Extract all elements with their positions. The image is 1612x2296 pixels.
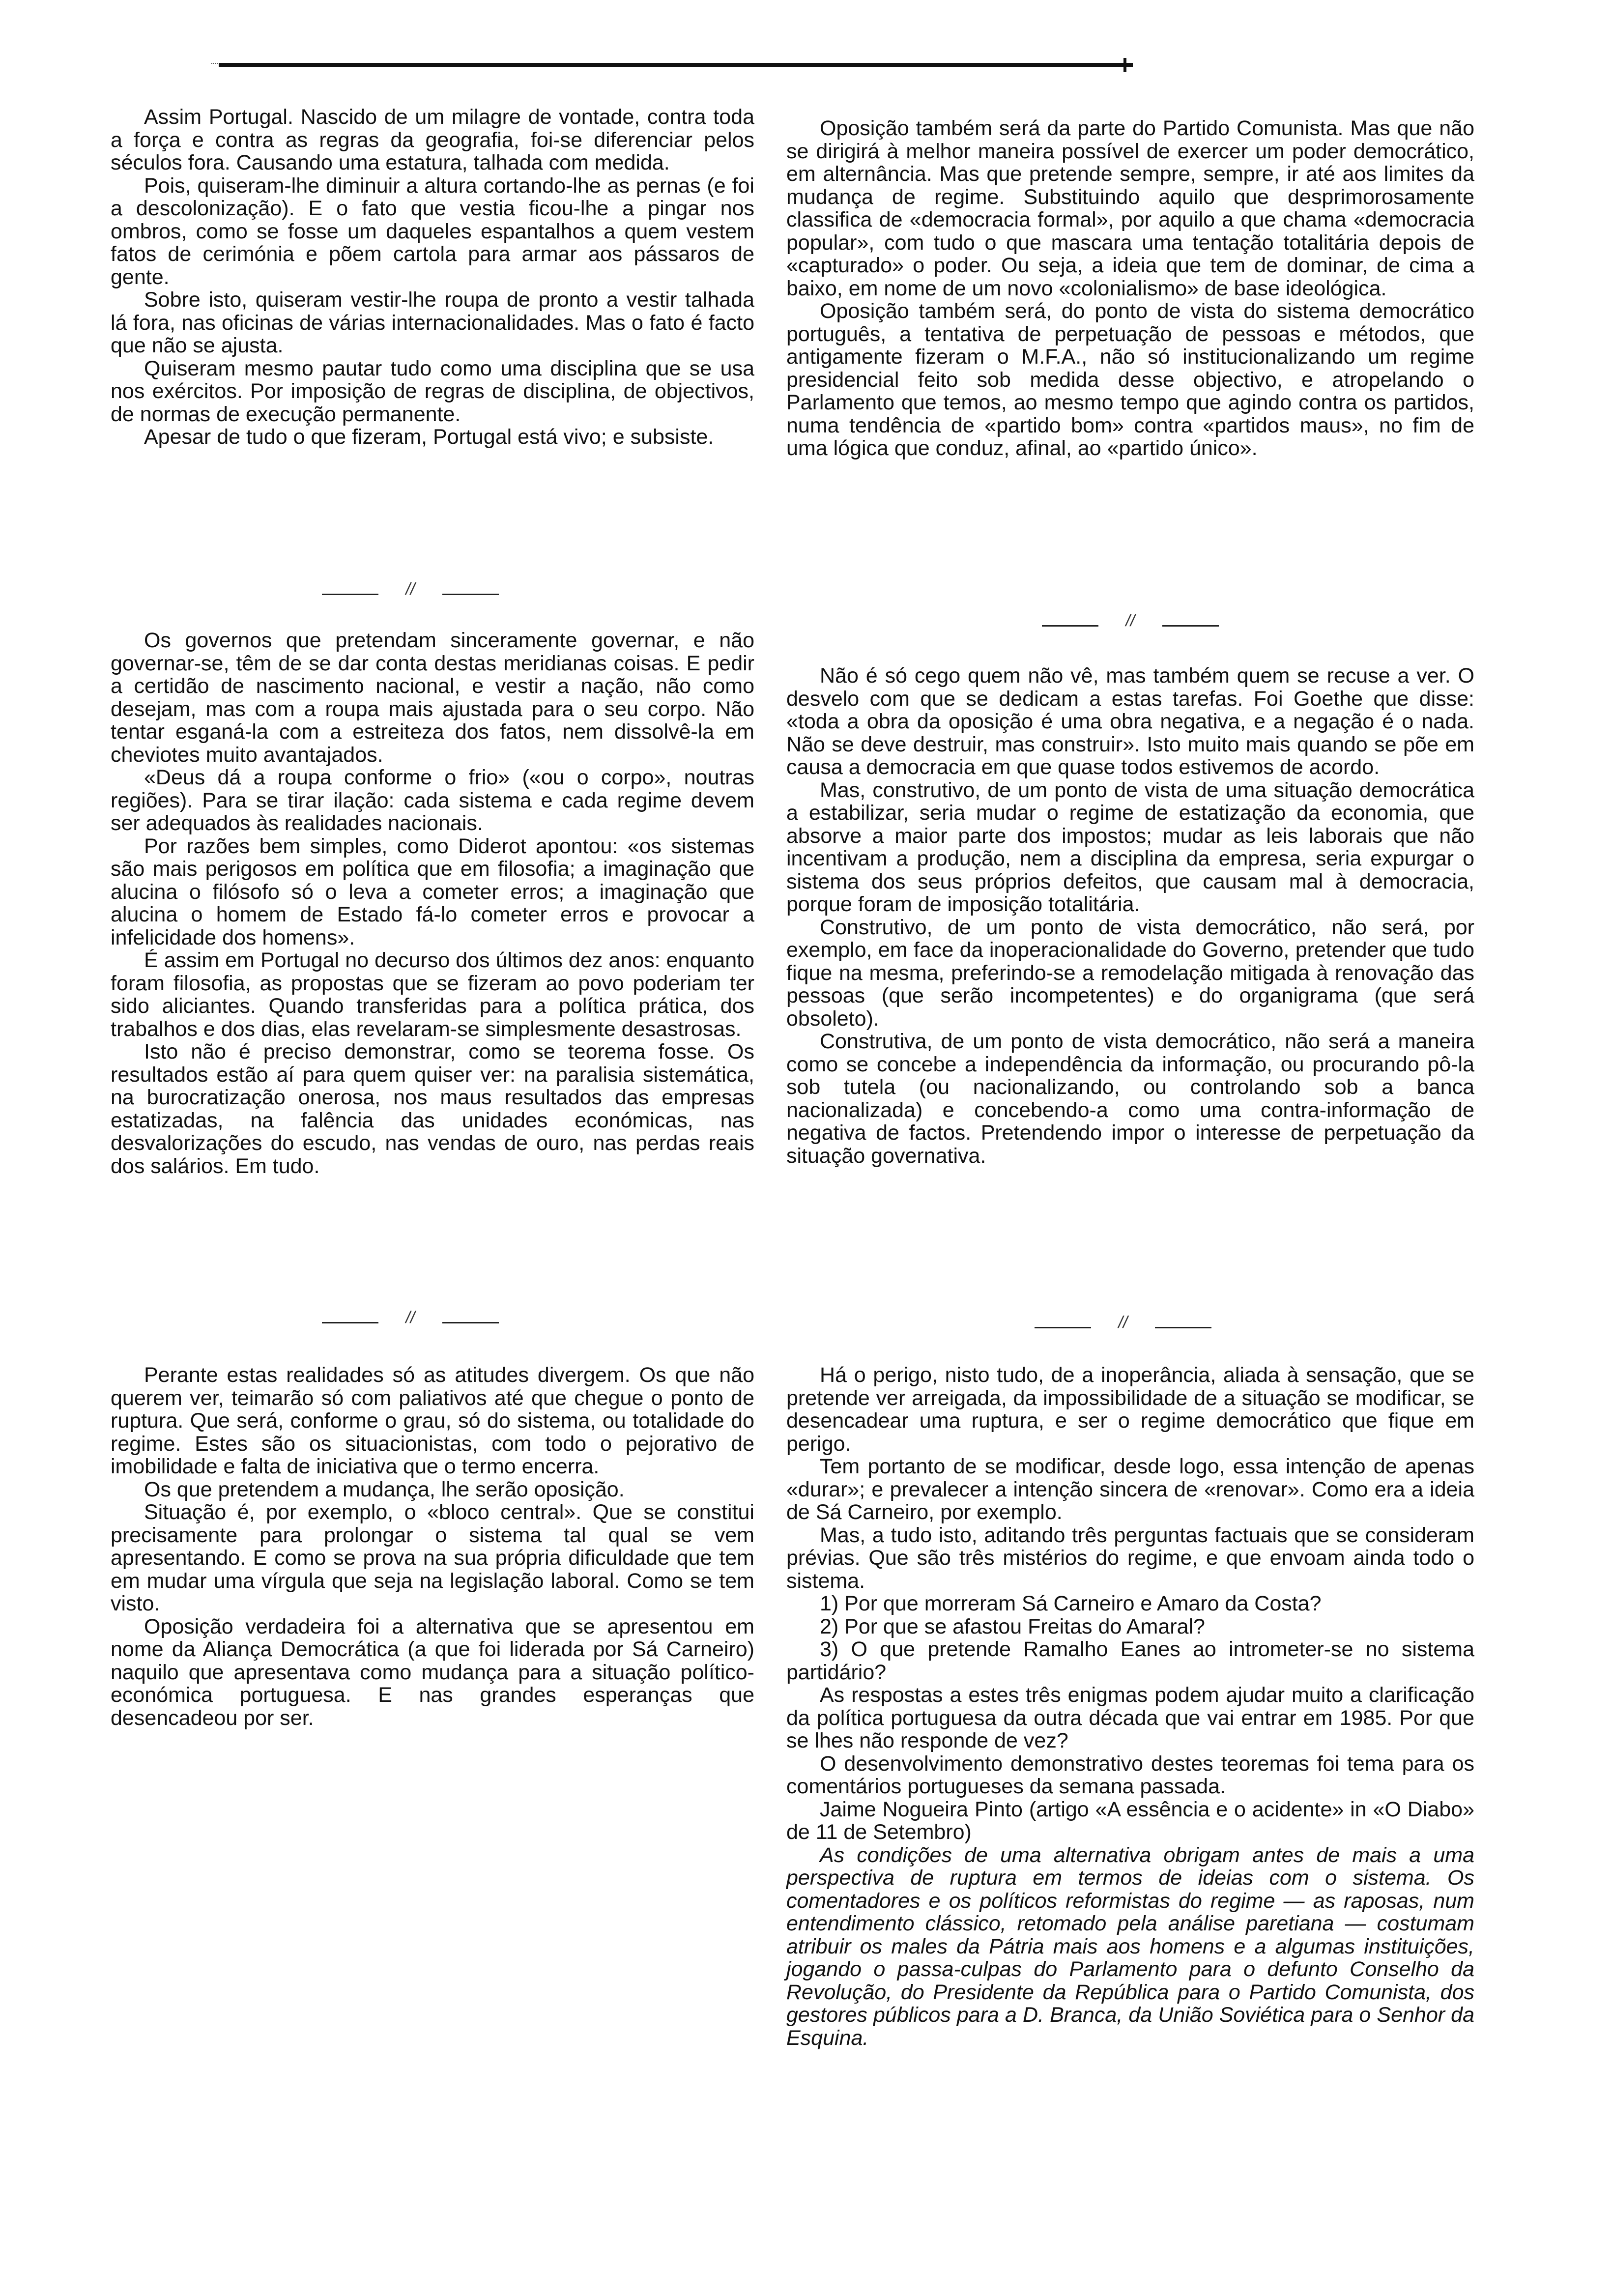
left-section-1 [111, 106, 754, 449]
paragraph: Quiseram mesmo pautar tudo como uma disciplina que se usa nos exércitos. Por imposição de regras de disciplina, de objectivos, de normas de execução permanente. [111, 356, 754, 426]
paragraph: Mas, a tudo isto, aditando três perguntas factuais que se consideram prévias. Que são três mistérios do regime, e que envoam ainda todo o sistema. [786, 1523, 1474, 1593]
paragraph: Há o perigo, nisto tudo, de a inoperância, aliada à sensação, que se pretende ver arreigada, da impossibilidade de a situação se modificar, se desencadear uma ruptura, e ser o regime democrático que fique em perigo. [786, 1363, 1474, 1456]
paragraph: Mas, construtivo, de um ponto de vista de uma situação democrática a estabilizar, seria mudar o regime de estatização da economia, que absorve a maior parte dos impostos; mudar as leis laborais que não incentivam a produção, nem a disciplina da empresa, seria expurgar o sistema dos seus próprios defeitos, que causam mal à democracia, porque foram de imposição totalitária. [786, 778, 1474, 916]
paragraph: Oposição também será da parte do Partido Comunista. Mas que não se dirigirá à melhor maneira possível de exercer um poder democrático, em alternância. Mas que pretende sempre, sempre, ir até aos limites da mudança de regime. Substituindo aquilo que desprimorosamente classifica de «democracia formal», por aquilo a que chama «democracia popular», com tudo o que mascara uma tentação totalitária depois de «capturado» o poder. Ou seja, a ideia que tem de dominar, de cima a baixo, em nome de um novo «colonialismo» de base ideológica. [786, 116, 1474, 300]
paragraph: Construtiva, de um ponto de vista democrático, não será a maneira como se concebe a independência da informação, ou procurando pô-la sob tutela (ou nacionalizando, ou controlando sob a banca nacionalizada) e concebendo-a como uma contra-informação de negativa de factos. Pretendendo impor o interesse de perpetuação da situação governativa. [786, 1030, 1474, 1168]
left-section-2 [111, 629, 754, 1177]
paragraph: «Deus dá a roupa conforme o frio» («ou o corpo», noutras regiões). Para se tirar ilação: cada sistema e cada regime devem ser adequados às realidades nacionais. [111, 766, 754, 835]
section-separator: // [1042, 620, 1219, 630]
paragraph: Tem portanto de se modificar, desde logo, essa intenção de apenas «durar»; e prevalecer a intenção sincera de «renovar». Como era a ideia de Sá Carneiro, por exemplo. [786, 1455, 1474, 1524]
paragraph: As respostas a estes três enigmas podem ajudar muito a clarificação da política portuguesa da outra década que vai entrar em 1985. Por que se lhes não responde de vez? [786, 1683, 1474, 1752]
right-section-3 [786, 1364, 1474, 2049]
paragraph: Os governos que pretendam sinceramente governar, e não governar-se, têm de se dar conta destas meridianas coisas. E pedir a certidão de nascimento nacional, e vestir a nação, não como desejam, mas com a roupa mais ajustada para o seu corpo. Não tentar esganá-la com a estreiteza dos fatos, nem dissolvê-la em cheviotes muito avantajados. [111, 629, 754, 767]
italic-quote: As condições de uma alternativa obrigam antes de mais a uma perspectiva de ruptura em termos de ideias com o sistema. Os comentadores e os políticos reformistas do regime — as raposas, num entendimento clássico, retomado pela análise paretiana — costumam atribuir os males da Pátria mais aos homens e a algumas instituições, jogando o passa-culpas do Parlamento para o defunto Conselho da Revolução, do Presidente da República para o Partido Comunista, dos gestores públicos para a D. Branca, da União Soviética para o Senhor da Esquina. [786, 1843, 1474, 2050]
numbered-question: 2) Por que se afastou Freitas do Amaral? [820, 1614, 1205, 1638]
paragraph: Por razões bem simples, como Diderot apontou: «os sistemas são mais perigosos em política que em filosofia; a imaginação que alucina o filósofo só o leva a cometer erros; a imaginação que alucina o homem de Estado fá-lo cometer erros e provocar a infelicidade dos homens». [111, 834, 754, 949]
paragraph: Pois, quiseram-lhe diminuir a altura cortando-lhe as pernas (e foi a descolonização). E o fato que vestia ficou-lhe a pingar nos ombros, como se fosse um daqueles espantalhos a quem vestem fatos de cerimónia e põem cartola para armar aos pássaros de gente. [111, 173, 754, 289]
numbered-question: 1) Por que morreram Sá Carneiro e Amaro da Costa? [820, 1592, 1322, 1615]
right-section-1 [786, 117, 1474, 460]
section-separator: // [1035, 1322, 1211, 1332]
paragraph: Oposição também será, do ponto de vista do sistema democrático português, a tentativa de perpetuação de pessoas e métodos, que antigamente fizeram o M.F.A., não só institucionalizando um regime presidencial feito sob medida desse objectivo, e atropelando o Parlamento que temos, ao mesmo tempo que agindo contra os partidos, numa tendência de «partido bom» contra «partidos maus», no fim de uma lógica que conduz, afinal, ao «partido único». [786, 299, 1474, 460]
section-separator: // [322, 1317, 499, 1327]
paragraph: Situação é, por exemplo, o «bloco central». Que se constitui precisamente para prolongar o sistema tal qual se vem apresentando. E como se prova na sua própria dificuldade que tem em mudar uma vírgula que seja na legislação laboral. Como se tem visto. [111, 1500, 754, 1615]
paragraph: Sobre isto, quiseram vestir-lhe roupa de pronto a vestir talhada lá fora, nas oficinas de várias internacionalidades. Mas o fato é facto que não se ajusta. [111, 288, 754, 357]
paragraph: Apesar de tudo o que fizeram, Portugal está vivo; e subsiste. [144, 425, 714, 449]
right-section-2 [786, 664, 1474, 1167]
paragraph: Assim Portugal. Nascido de um milagre de vontade, contra toda a força e contra as regras da geografia, foi-se diferenciar pelos séculos fora. Causando uma estatura, talhada com medida. [111, 105, 754, 174]
numbered-question: 3) O que pretende Ramalho Eanes ao intrometer-se no sistema partidário? [786, 1637, 1474, 1684]
paragraph: Os que pretendem a mudança, lhe serão oposição. [144, 1477, 625, 1501]
citation: Jaime Nogueira Pinto (artigo «A essência e o acidente» in «O Diabo» de 11 de Setembro) [786, 1797, 1474, 1844]
paragraph: Isto não é preciso demonstrar, como se teorema fosse. Os resultados estão aí para quem quiser ver: na paralisia sistemática, na burocratização onerosa, nos maus resultados das empresas estatizadas, na falência das unidades económicas, nas desvalorizações do escudo, nas vendas de ouro, nas perdas reais dos salários. Em tudo. [111, 1040, 754, 1178]
paragraph: O desenvolvimento demonstrativo destes teoremas foi tema para os comentários portugueses da semana passada. [786, 1751, 1474, 1798]
left-section-3 [111, 1364, 754, 1729]
paragraph: Construtivo, de um ponto de vista democrático, não será, por exemplo, em face da inoperacionalidade do Governo, pretender que tudo fique na mesma, preferindo-se a remodelação mitigada à renovação das pessoas (que serão incompetentes) e do organigrama (que será obsoleto). [786, 915, 1474, 1031]
paragraph: Perante estas realidades só as atitudes divergem. Os que não querem ver, teimarão só com paliativos até que chegue o ponto de ruptura. Que será, conforme o grau, só do sistema, ou totalidade do regime. Estes são os situacionistas, com todo o pejorativo de imobilidade e falta de iniciativa que o termo encerra. [111, 1363, 754, 1478]
top-rule-end [1123, 58, 1126, 72]
section-separator: // [322, 589, 499, 599]
paragraph: É assim em Portugal no decurso dos últimos dez anos: enquanto foram filosofia, as propostas que se fizeram ao povo poderiam ter sido aliciantes. Quando transferidas para a política prática, dos trabalhos e dos dias, elas revelaram-se simplesmente desastrosas. [111, 948, 754, 1041]
top-rule [219, 63, 1133, 67]
paragraph: Não é só cego quem não vê, mas também quem se recuse a ver. O desvelo com que se dedicam a estas tarefas. Foi Goethe que disse: «toda a obra da oposição é uma obra negativa, e a negação é o nada. Não se deve destruir, mas construir». Isto muito mais quando se põe em causa a democracia em que quase todos estivemos de acordo. [786, 664, 1474, 779]
paragraph: Oposição verdadeira foi a alternativa que se apresentou em nome da Aliança Democrática (a que foi liderada por Sá Carneiro) naquilo que apresentava como mudança para a situação político-económica portuguesa. E nas grandes esperanças que desencadeou por ser. [111, 1614, 754, 1730]
